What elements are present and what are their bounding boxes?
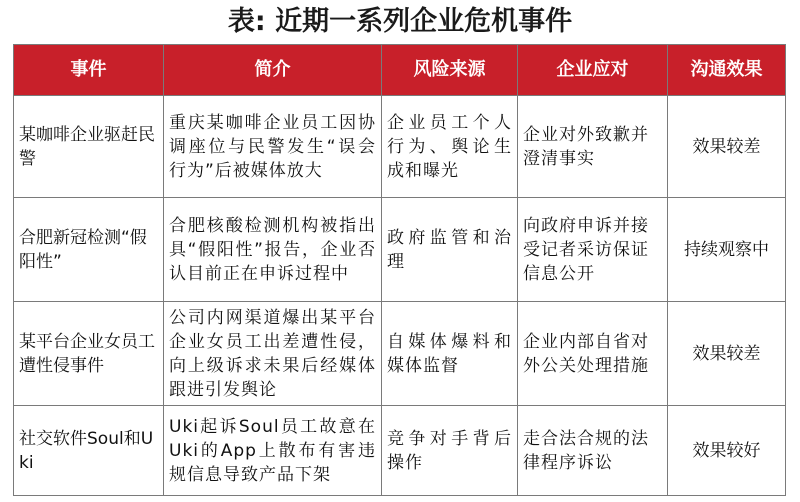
cell-summary: 公司内网渠道爆出某平台企业女员工出差遭性侵，向上级诉求未果后经媒体跟进引发舆论 [164, 302, 382, 406]
table-row [14, 406, 786, 496]
header-response: 企业应对 [518, 45, 668, 96]
cell-effect: 效果较差 [668, 96, 786, 198]
header-effect: 沟通效果 [668, 45, 786, 96]
cell-event: 社交软件Soul和Uki [14, 406, 164, 496]
cell-response: 企业内部自省对外公关处理措施 [518, 302, 668, 406]
table-row [14, 302, 786, 406]
cell-risk-source: 自媒体爆料和媒体监督 [382, 302, 518, 406]
header-event: 事件 [14, 45, 164, 96]
cell-summary: 合肥核酸检测机构被指出具“假阳性”报告，企业否认目前正在申诉过程中 [164, 198, 382, 302]
cell-effect: 效果较差 [668, 302, 786, 406]
cell-event: 某平台企业女员工遭性侵事件 [14, 302, 164, 406]
table-row [14, 198, 786, 302]
cell-risk-source: 企业员工个人行为、舆论生成和曝光 [382, 96, 518, 198]
cell-event: 合肥新冠检测“假阳性” [14, 198, 164, 302]
cell-risk-source: 政府监管和治理 [382, 198, 518, 302]
crisis-events-table [13, 44, 786, 496]
cell-risk-source: 竞争对手背后操作 [382, 406, 518, 496]
table-header-row [14, 45, 786, 96]
header-risk-source: 风险来源 [382, 45, 518, 96]
document-title: 表: 近期一系列企业危机事件 [227, 6, 573, 37]
cell-response: 企业对外致歉并澄清事实 [518, 96, 668, 198]
table-row [14, 96, 786, 198]
cell-response: 向政府申诉并接受记者采访保证信息公开 [518, 198, 668, 302]
cell-effect: 持续观察中 [668, 198, 786, 302]
cell-response: 走合法合规的法律程序诉讼 [518, 406, 668, 496]
cell-summary: Uki起诉Soul员工故意在Uki的App上散布有害违规信息导致产品下架 [164, 406, 382, 496]
header-summary: 简介 [164, 45, 382, 96]
cell-summary: 重庆某咖啡企业员工因协调座位与民警发生“误会行为”后被媒体放大 [164, 96, 382, 198]
cell-effect: 效果较好 [668, 406, 786, 496]
cell-event: 某咖啡企业驱赶民警 [14, 96, 164, 198]
